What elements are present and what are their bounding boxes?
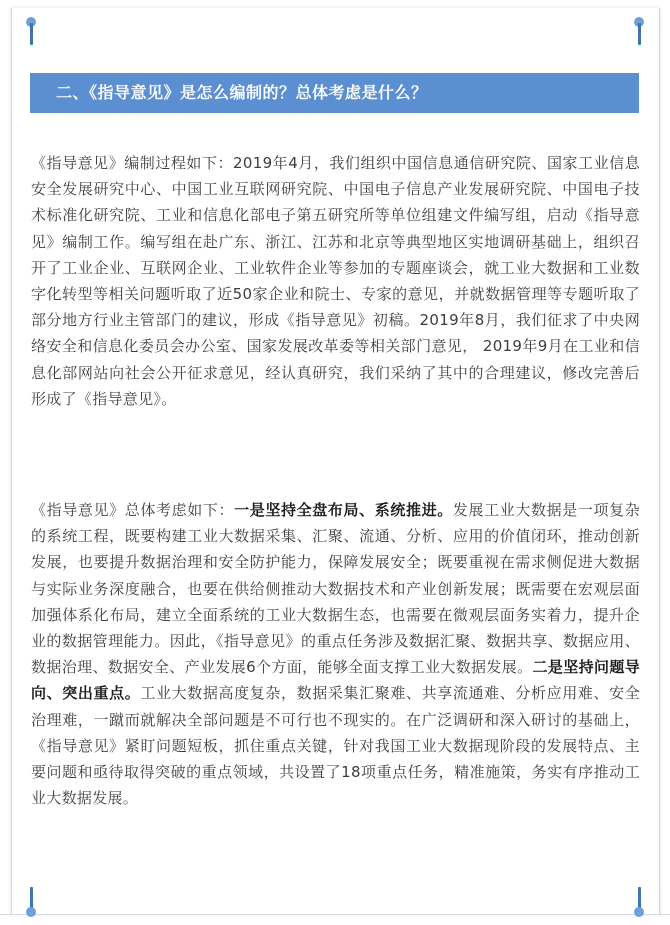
key-point-2: 二是坚持问题导向、突出重点。 [31, 658, 640, 703]
key-point-2-body: 工业大数据高度复杂，数据采集汇聚难、共享流通难、分析应用难、安全治理难，一蹴而就解决全部问题是不可行也不现实的。在广泛调研和深入研讨的基础上，《指导意见》紧盯问题短板，抓住重点关键，针对我国工业大数据现阶段的发展特点、主要问题和亟待取得突破的重点领域，共设置了18项重点任务，精准施策，务实有序推动工业大数据发展。 [31, 684, 640, 808]
paragraph-intro: 《指导意见》总体考虑如下： [31, 501, 235, 519]
paragraph-compilation-process: 《指导意见》编制过程如下：2019年4月，我们组织中国信息通信研究院、国家工业信息安全发展研究中心、中国工业互联网研究院、中国电子信息产业发展研究院、中国电子技术标准化研究院、工业和信息化部电子第五研究所等单位组建文件编写组，启动《指导意见》编制工作。编写组在赴广东、浙江、江苏和北京等典型地区实地调研基础上，组织召开了工业企业、互联网企业、工业软件企业等参加的专题座谈会，就工业大数据和工业数字化转型等相关问题听取了近50家企业和院士、专家的意见，并就数据管理等专题听取了部分地方行业主管部门的建议，形成《指导意见》初稿。2019年8月，我们征求了中央网络安全和信息化委员会办公室、国家发展改革委等相关部门意见， 2019年9月在工业和信息化部网站向社会公开征求意见，经认真研究，我们采纳了其中的合理建议，修改完善后形成了《指导意见》。 [31, 154, 640, 408]
paragraph-overall-considerations [31, 497, 640, 811]
pin-top-right-icon [634, 17, 644, 47]
section-title: 二、《指导意见》是怎么编制的？总体考虑是什么？ [56, 83, 428, 102]
key-point-1-body: 发展工业大数据是一项复杂的系统工程，既要构建工业大数据采集、汇聚、流通、分析、应用的价值闭环，推动创新发展，也要提升数据治理和安全防护能力，保障发展安全；既要重视在需求侧促进大数据与实际业务深度融合，也要在供给侧推动大数据技术和产业创新发展；既需要在宏观层面加强体系化布局，建立全面系统的工业大数据生态，也需要在微观层面务实着力，提升企业的数据管理能力。因此，《指导意见》的重点任务涉及数据汇聚、数据共享、数据应用、数据治理、数据安全、产业发展6个方面，能够全面支撑工业大数据发展。 [31, 501, 641, 677]
section-title-bar [30, 73, 639, 113]
key-point-1: 一是坚持全盘布局、系统推进。 [234, 501, 453, 519]
pin-top-left-icon [26, 17, 36, 47]
pin-bottom-left-icon [26, 887, 36, 917]
divider [0, 914, 670, 915]
pin-bottom-right-icon [634, 887, 644, 917]
